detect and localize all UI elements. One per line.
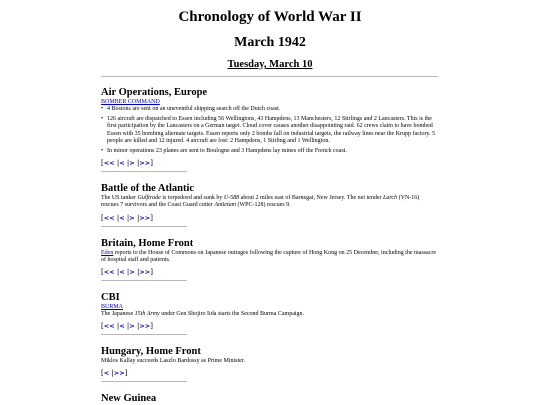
section-divider — [101, 334, 187, 335]
unit-name: 15th Army — [134, 311, 160, 318]
next-section-link[interactable]: >> — [139, 213, 151, 222]
prev-section-link[interactable]: << — [103, 213, 115, 222]
section-text — [101, 250, 438, 264]
section-nav: [< |>>] — [101, 369, 128, 378]
section-divider — [101, 226, 187, 227]
subheading-link[interactable]: BURMA — [101, 304, 124, 311]
ship-name: Antietam — [214, 202, 236, 209]
section-battle-of-the-atlantic — [101, 182, 438, 226]
person-link[interactable]: Eden — [101, 249, 114, 256]
section-divider — [101, 171, 187, 172]
list-item: • 126 aircraft are dispatched to Essen including 56 Wellingtons, 43 Hampdens, 13 Manchesters, 12 Stirlings and 2 Lancasters. This is the first participation by the Lancasters on a German target. Cloud cover causes another disappointing raid. 62 crews claim to have bombed Essen with 35 bombing alternate targets. Essen reports only 2 bombs fall on industrial targets, the railway lines near the Krupp factory. 5 people are killed and 12 injured. 4 aircraft are lost: 2 Hampdens, 1 Stirling and 1 Wellington. — [101, 116, 438, 145]
section-text — [101, 311, 438, 318]
section-divider — [101, 381, 187, 382]
text-run: The Japanese — [101, 311, 135, 318]
section-heading: Battle of the Atlantic — [101, 183, 195, 195]
section-nav: [<< |< |> |>>] — [101, 159, 153, 168]
header-divider — [101, 76, 438, 77]
list-item: • 4 Bostons are sent on an uneventful shipping search off the Dutch coast. — [101, 106, 438, 113]
next-item-link[interactable]: > — [129, 322, 135, 331]
section-divider — [101, 280, 187, 281]
section-text — [101, 195, 438, 209]
next-item-link[interactable]: > — [129, 159, 135, 168]
section-air-operations-europe — [101, 86, 438, 172]
text-run: is torpedoed and sunk by — [160, 195, 224, 202]
item-list — [101, 106, 438, 155]
content — [101, 86, 438, 405]
ship-name: Larch — [382, 195, 398, 202]
text-run: (WPC-128) rescues 9. — [235, 202, 291, 209]
submarine-name: U-588 — [223, 195, 240, 202]
section-nav: [<< |< |> |>>] — [101, 322, 153, 331]
section-text: Miklos Kallay succeeds Laszlo Bardossy as Prime Minister. — [101, 358, 245, 365]
prev-item-link[interactable]: < — [119, 322, 125, 331]
section-new-guinea — [101, 392, 438, 405]
section-heading: Air Operations, Europe — [101, 87, 208, 98]
text-run: under Gen Shojiro Iida starts the Second Burma Campaign. — [159, 311, 305, 318]
prev-section-link[interactable]: << — [103, 268, 115, 277]
section-heading: Hungary, Home Front — [101, 346, 201, 358]
next-section-link[interactable]: >> — [139, 268, 151, 277]
prev-item-link[interactable]: < — [103, 369, 110, 378]
list-item: • In minor operations 23 planes are sent to Boulogne and 3 Hampdens lay mines off the French coast. — [101, 148, 438, 155]
next-item-link[interactable]: > — [129, 213, 135, 222]
text-run: (YN-16) rescues 7 survivors and the Coast Guard cutter — [101, 195, 420, 209]
section-nav: [<< |< |> |>>] — [101, 213, 153, 222]
section-cbi — [101, 291, 438, 335]
date-heading: Tuesday, March 10 — [227, 59, 313, 70]
prev-item-link[interactable]: < — [119, 213, 125, 222]
text-run: about 2 miles east of Barnegat, New Jersey. The net tender — [239, 195, 383, 202]
text-run: reports to the House of Commons on Japanese outrages following the capture of Hong Kong on 25 December, including the massacre of hospital staff and patients. — [101, 249, 437, 263]
section-britain-home-front — [101, 237, 438, 281]
section-hungary-home-front — [101, 345, 438, 382]
prev-item-link[interactable]: < — [119, 159, 125, 168]
month-heading: March 1942 — [234, 35, 306, 50]
ship-name: Gulftrade — [137, 195, 161, 202]
next-section-link[interactable]: >> — [139, 322, 151, 331]
prev-item-link[interactable]: < — [119, 268, 125, 277]
section-heading: New Guinea — [101, 393, 157, 405]
text-run: The US tanker — [101, 195, 138, 202]
section-nav: [<< |< |> |>>] — [101, 268, 153, 277]
prev-section-link[interactable]: << — [103, 322, 115, 331]
section-heading: CBI — [101, 292, 120, 304]
next-section-link[interactable]: >> — [139, 159, 151, 168]
next-section-link[interactable]: >> — [113, 369, 125, 378]
section-heading: Britain, Home Front — [101, 237, 194, 249]
page-title: Chronology of World War II — [178, 9, 362, 25]
subheading-link[interactable]: BOMBER COMMAND — [101, 99, 160, 105]
prev-section-link[interactable]: << — [103, 159, 115, 168]
next-item-link[interactable]: > — [129, 268, 135, 277]
